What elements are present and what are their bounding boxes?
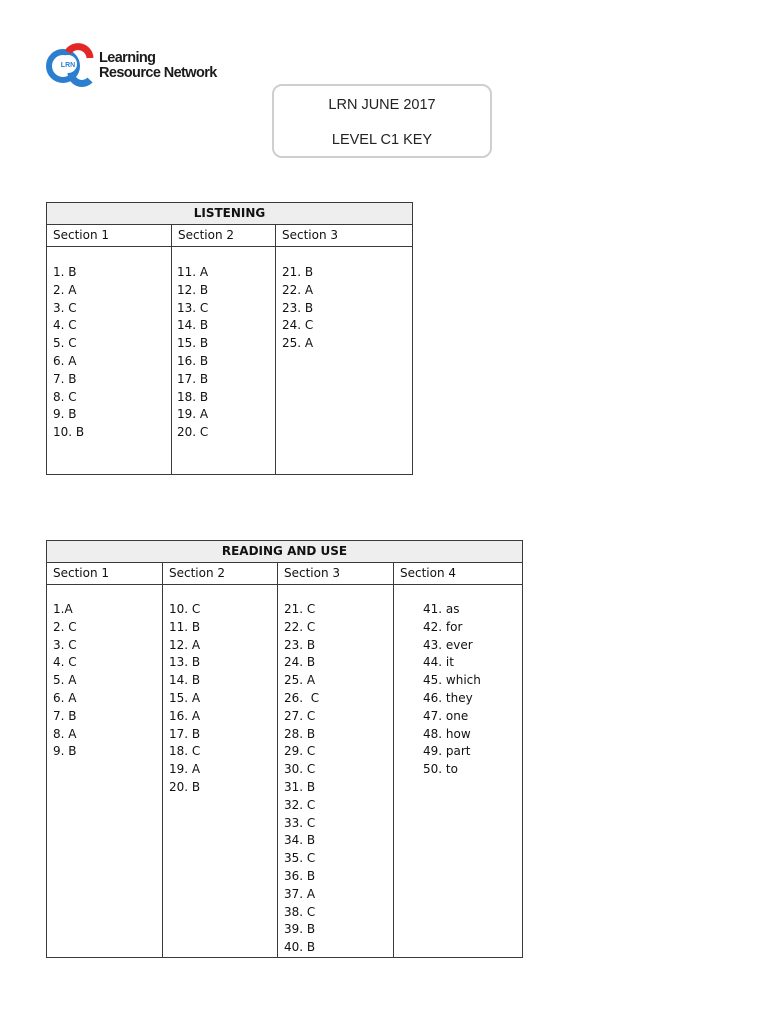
reading-section-1-answers	[53, 601, 161, 957]
answer-item: 11. B	[169, 619, 201, 634]
reading-section-2-header: Section 2	[163, 563, 278, 585]
answer-item: 45. which	[423, 673, 481, 688]
column-divider	[162, 563, 163, 957]
answer-item: 12. A	[169, 637, 201, 652]
answer-item: 14. B	[169, 673, 201, 688]
column-divider	[393, 563, 394, 957]
answer-item: 15. A	[169, 690, 201, 705]
answer-item: 4. C	[53, 318, 77, 333]
listening-section-2-answers	[177, 264, 275, 474]
listening-section-1-header: Section 1	[47, 225, 172, 247]
lrn-logo-icon	[46, 42, 98, 92]
answer-item: 17. B	[169, 726, 201, 741]
answer-item: 22. C	[284, 619, 316, 634]
answer-item: 20. C	[177, 425, 209, 440]
answer-item: 48. how	[423, 726, 471, 741]
answer-item: 21. B	[282, 265, 314, 279]
title-line-2: LEVEL C1 KEY	[331, 132, 433, 148]
answer-item: 12. B	[177, 282, 209, 297]
listening-section-2-header: Section 2	[172, 225, 276, 247]
reading-section-3-header: Section 3	[278, 563, 394, 585]
answer-item: 32. C	[284, 797, 316, 812]
answer-item: 4. C	[53, 655, 77, 670]
logo-badge-text: LRN	[60, 62, 76, 69]
answer-item: 24. C	[282, 318, 314, 333]
answer-item: 16. A	[169, 708, 201, 723]
answer-item: 1. B	[53, 265, 77, 279]
answer-item: 49. part	[423, 744, 471, 759]
answer-item: 43. ever	[423, 637, 473, 652]
answer-item: 50. to	[423, 762, 458, 777]
listening-table	[46, 202, 413, 475]
answer-item: 9. B	[53, 744, 77, 759]
answer-item: 3. C	[53, 637, 77, 652]
answer-item: 13. C	[177, 300, 209, 315]
answer-item: 3. C	[53, 300, 77, 315]
answer-item: 9. B	[53, 407, 77, 422]
answer-item: 33. C	[284, 815, 316, 830]
listening-section-3-header: Section 3	[276, 225, 412, 247]
answer-item: 26. C	[284, 690, 320, 705]
answer-item: 6. A	[53, 690, 77, 705]
answer-item: 2. C	[53, 619, 77, 634]
answer-item: 22. A	[282, 282, 314, 297]
column-divider	[277, 563, 278, 957]
answer-item: 23. B	[282, 300, 314, 315]
answer-item: 41. as	[423, 602, 460, 616]
column-divider	[275, 225, 276, 474]
answer-item: 30. C	[284, 762, 316, 777]
answer-item: 5. A	[53, 673, 77, 688]
answer-item: 10. B	[53, 425, 85, 440]
answer-item: 6. A	[53, 353, 77, 368]
answer-item: 23. B	[284, 637, 316, 652]
answer-item: 13. B	[169, 655, 201, 670]
answer-item: 44. it	[423, 655, 454, 670]
answer-item: 8. C	[53, 389, 77, 404]
title-box	[272, 84, 492, 158]
answer-item: 40. B	[284, 940, 316, 955]
answer-item: 31. B	[284, 779, 316, 794]
answer-item: 1.A	[53, 602, 73, 616]
answer-item: 42. for	[423, 619, 463, 634]
reading-table	[46, 540, 523, 958]
reading-section-3-answers	[284, 601, 392, 957]
answer-item: 16. B	[177, 353, 209, 368]
answer-item: 25. A	[284, 673, 316, 688]
logo-line-2: Resource Network	[99, 65, 217, 81]
answer-item: 27. C	[284, 708, 316, 723]
reading-section-4-answers	[423, 601, 521, 957]
reading-heading: READING AND USE	[47, 541, 522, 563]
answer-item: 19. A	[169, 762, 201, 777]
answer-item: 15. B	[177, 336, 209, 351]
answer-item: 21. C	[284, 602, 316, 616]
answer-item: 7. B	[53, 708, 77, 723]
answer-item: 11. A	[177, 265, 209, 279]
answer-item: 34. B	[284, 833, 316, 848]
answer-item: 7. B	[53, 371, 77, 386]
title-line-1: LRN JUNE 2017	[328, 97, 436, 113]
answer-item: 20. B	[169, 779, 201, 794]
answer-item: 2. A	[53, 282, 77, 297]
listening-heading: LISTENING	[47, 203, 412, 225]
answer-item: 37. A	[284, 886, 316, 901]
answer-item: 36. B	[284, 868, 316, 883]
answer-item: 35. C	[284, 851, 316, 866]
logo-wordmark	[99, 51, 217, 81]
reading-section-2-answers	[169, 601, 277, 957]
answer-item: 46. they	[423, 690, 473, 705]
answer-item: 25. A	[282, 336, 314, 351]
answer-item: 18. B	[177, 389, 209, 404]
answer-item: 38. C	[284, 904, 316, 919]
listening-section-3-answers	[282, 264, 410, 474]
answer-item: 24. B	[284, 655, 316, 670]
answer-item: 17. B	[177, 371, 209, 386]
reading-section-1-header: Section 1	[47, 563, 163, 585]
answer-item: 19. A	[177, 407, 209, 422]
answer-item: 29. C	[284, 744, 316, 759]
answer-item: 47. one	[423, 708, 469, 723]
answer-item: 18. C	[169, 744, 201, 759]
answer-item: 28. B	[284, 726, 316, 741]
answer-item: 10. C	[169, 602, 201, 616]
answer-item: 8. A	[53, 726, 77, 741]
column-divider	[171, 225, 172, 474]
answer-item: 14. B	[177, 318, 209, 333]
reading-section-4-header: Section 4	[394, 563, 522, 585]
answer-item: 5. C	[53, 336, 77, 351]
answer-item: 39. B	[284, 922, 316, 937]
listening-section-1-answers	[53, 264, 171, 474]
lrn-logo	[46, 42, 216, 92]
logo-line-1: Learning	[99, 50, 156, 66]
